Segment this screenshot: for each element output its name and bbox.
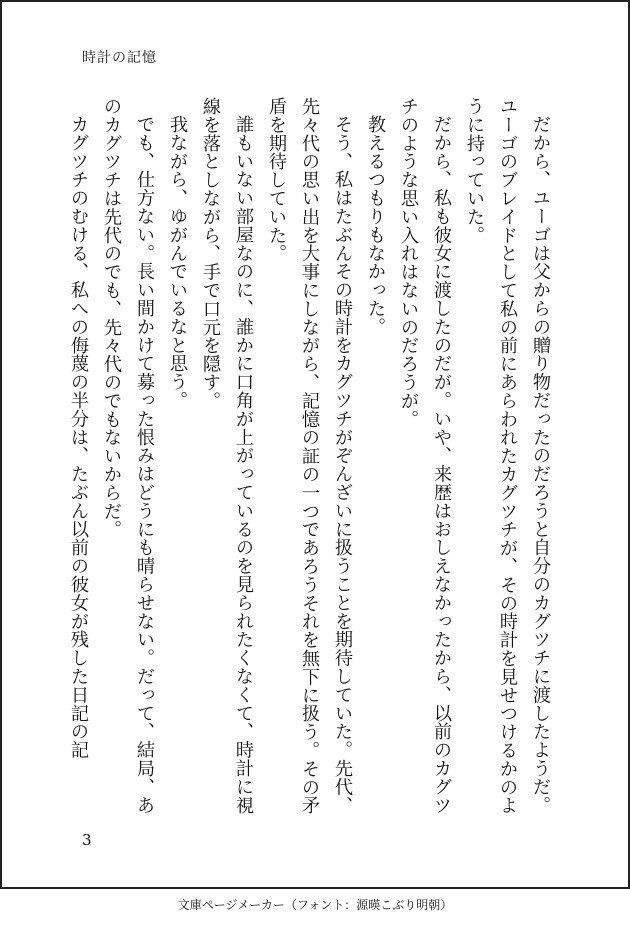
paragraph-7: でも、仕方ない。長い間かけて募った恨みはどうにも晴らせない。だって、結局、あのカグツチは先代のでも、先々代のでもないからだ。 [101, 97, 155, 815]
paragraph-3: 教えるつもりもなかった。 [365, 115, 386, 336]
paragraph-8: カグツチのむける、私への侮蔑の半分は、たぶん以前の彼女が残した日記の記 [68, 115, 89, 760]
paragraph-1: だから、ユーゴは父からの贈り物だったのだろうと自分のカグツチに渡したようだ。ユーゴのブレイドとして私の前にあらわれたカグツチが、その時計を見せつけるかのように持っていた。 [464, 97, 551, 815]
paragraph-5: 誰もいない部屋なのに、誰かに口角が上がっているのを見られたくなくて、時計に視線を落としながら、手で口元を隠す。 [200, 97, 254, 815]
page-number: 3 [82, 831, 92, 849]
paragraph-6: 我ながら、ゆがんでいるなと思う。 [167, 115, 188, 410]
running-header-title: 時計の記憶 [82, 50, 157, 66]
footer-credit: 文庫ページメーカー（フォント：源暎こぶり明朝） [177, 898, 453, 912]
paragraph-2: だから、私も彼女に渡したのだが。いや、来歴はおしえなかったから、以前のカグツチのような思い入れはないのだろうが。 [398, 97, 452, 815]
body-text [68, 97, 557, 817]
paragraph-4: そう、私はたぶんその時計をカグツチがぞんざいに扱うことを期待していた。先代、先々代の思い出を大事にしながら、記憶の証の一つであろうそれを無下に扱う。その矛盾を期待していた。 [266, 97, 353, 815]
